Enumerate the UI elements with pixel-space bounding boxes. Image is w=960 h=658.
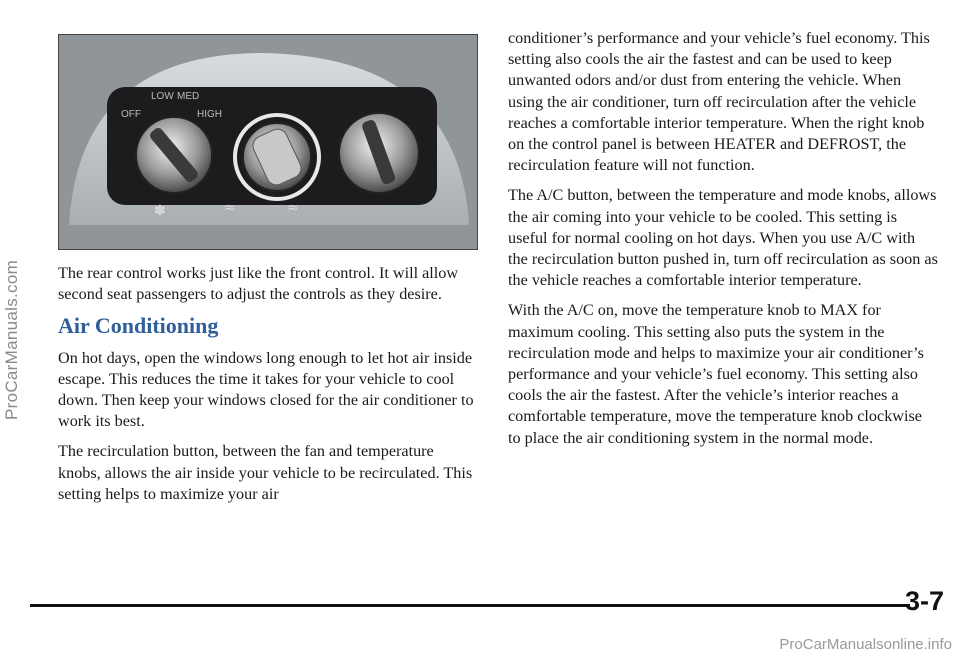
recirculation-continued-paragraph: conditioner’s performance and your vehicle’s fuel economy. This setting also cools the air the fastest and can be used to keep unwanted odors and/or dust from entering the vehicle. When using the air conditioner, turn off recirculation after the vehicle reaches a comfortable interior temperature. When the right knob on the control panel is between HEATER and DEFROST, the recirculation feature will not function. xyxy=(508,29,930,175)
fan-label-high: HIGH xyxy=(197,109,222,120)
watermark-text: ProCarManuals.com xyxy=(2,259,21,421)
hot-days-paragraph: On hot days, open the windows long enough to let hot air inside escape. This reduces the time it takes for your vehicle to cool down. Then keep your windows closed for the air conditioner to work its best. xyxy=(58,348,474,431)
temperature-knob[interactable] xyxy=(235,115,319,199)
air-conditioning-heading: Air Conditioning xyxy=(58,313,219,339)
mode-knob[interactable] xyxy=(339,113,419,193)
recirculation-paragraph: The recirculation button, between the fan and temperature knobs, allows the air inside your vehicle to be recirculated. This setting helps to maximize your air xyxy=(58,442,473,503)
fan-label-low: LOW xyxy=(151,91,174,102)
ac-button-paragraph: The A/C button, between the temperature and mode knobs, allows the air coming into your vehicle to be cooled. This setting is useful for normal cooling on hot days. When you use A/C with the recirculation button pushed in, turn off recirculation as soon as the vehicle reaches a comfortable interior temperature. xyxy=(508,186,938,290)
page-number: 3-7 xyxy=(904,586,944,616)
fan-knob[interactable] xyxy=(136,117,212,193)
max-cooling-paragraph: With the A/C on, move the temperature knob to MAX for maximum cooling. This setting also puts the system in the recirculation mode and helps to maximize your air conditioner’s performance and your vehicle’s fuel economy. This setting also cools the air the fastest. After the vehicle’s interior reaches a comfortable temperature, move the temperature knob clockwise to place the air conditioning system in the normal mode. xyxy=(508,301,924,447)
fan-icon: ✽ xyxy=(154,203,166,219)
footer-divider xyxy=(30,604,910,607)
left-column xyxy=(58,263,478,514)
climate-control-photo xyxy=(58,34,478,250)
cool-indicator-icon: ≈ xyxy=(224,200,236,216)
fan-label-med: MED xyxy=(177,91,200,102)
right-column xyxy=(508,28,938,458)
footer-website: ProCarManualsonline.info xyxy=(779,636,952,653)
fan-label-off: OFF xyxy=(121,109,141,120)
climate-panel-illustration xyxy=(59,35,477,249)
rear-control-paragraph: The rear control works just like the front control. It will allow second seat passengers to adjust the controls as they desire. xyxy=(58,264,459,304)
heat-indicator-icon: ≈ xyxy=(287,200,299,216)
